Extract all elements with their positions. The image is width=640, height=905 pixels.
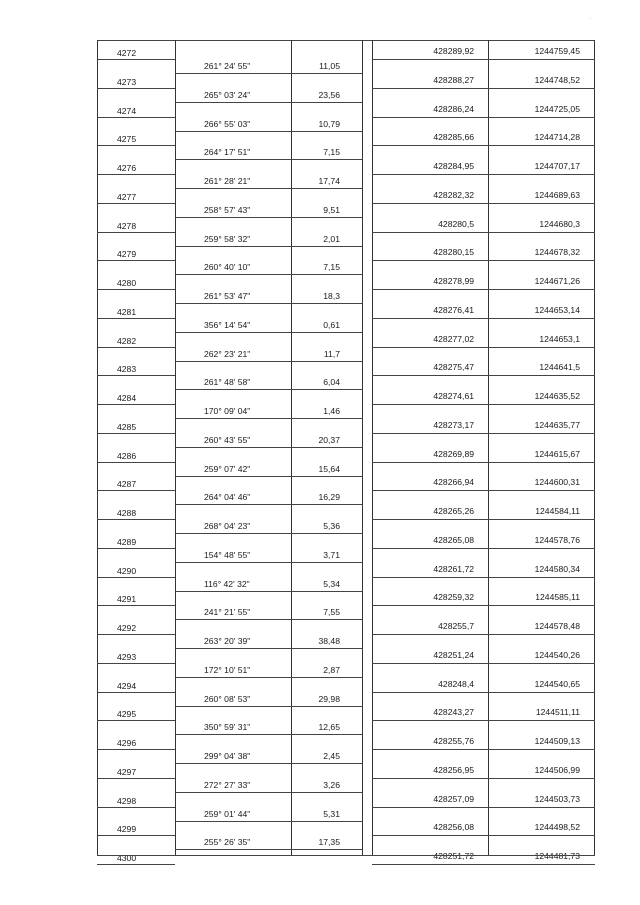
- row-rule: [372, 548, 595, 549]
- segment-distance: 15,64: [318, 463, 340, 474]
- point-y-coordinate: 1244725,05: [534, 103, 580, 114]
- point-id: 4298: [117, 795, 137, 806]
- segment-bearing: 255° 26' 35": [204, 837, 251, 848]
- segment-bearing: 259° 07' 42": [204, 463, 251, 474]
- segment-distance: 10,79: [318, 118, 340, 129]
- segment-distance: 38,48: [318, 636, 340, 646]
- point-y-coordinate: 1244540,26: [534, 649, 580, 660]
- point-y-coordinate: 1244653,1: [539, 333, 580, 344]
- point-x-coordinate: 428280,15: [433, 247, 474, 258]
- row-rule: [97, 548, 175, 549]
- segment-bearing: 299° 04' 38": [204, 751, 251, 761]
- segment-rule: [175, 389, 362, 390]
- row-rule: [372, 577, 595, 578]
- row-rule: [97, 145, 175, 146]
- point-id: 4296: [117, 738, 137, 748]
- point-id: 4284: [117, 393, 137, 403]
- table-bottom-rule: [97, 855, 595, 856]
- row-rule: [372, 404, 595, 405]
- row-rule: [372, 59, 595, 60]
- point-id: 4294: [117, 680, 137, 691]
- segment-distance: 20,37: [318, 434, 340, 445]
- point-y-coordinate: 1244503,73: [534, 793, 580, 804]
- row-rule: [97, 749, 175, 750]
- point-id: 4272: [117, 48, 137, 58]
- row-rule: [97, 778, 175, 779]
- column-rule: [594, 40, 595, 855]
- segment-distance: 7,15: [323, 262, 340, 273]
- segment-distance: 17,74: [318, 176, 340, 186]
- row-rule: [97, 318, 175, 319]
- segment-distance: 3,26: [323, 779, 340, 790]
- segment-bearing: 265° 03' 24": [204, 89, 251, 100]
- point-y-coordinate: 1244707,17: [534, 161, 580, 171]
- point-y-coordinate: 1244506,99: [534, 764, 580, 775]
- point-x-coordinate: 428256,08: [433, 822, 474, 833]
- row-rule: [372, 692, 595, 693]
- row-rule: [97, 835, 175, 836]
- row-rule: [372, 490, 595, 491]
- row-rule: [97, 59, 175, 60]
- point-id: 4274: [117, 105, 137, 116]
- point-y-coordinate: 1244671,26: [534, 276, 580, 286]
- point-x-coordinate: 428289,92: [433, 46, 474, 56]
- segment-bearing: 259° 01' 44": [204, 808, 251, 819]
- point-x-coordinate: 428274,61: [433, 391, 474, 401]
- point-x-coordinate: 428275,47: [433, 362, 474, 373]
- row-rule: [372, 605, 595, 606]
- row-rule: [372, 519, 595, 520]
- table-top-rule: [97, 40, 595, 41]
- segment-rule: [175, 131, 362, 132]
- point-y-coordinate: 1244635,77: [534, 419, 580, 430]
- row-rule: [372, 117, 595, 118]
- point-x-coordinate: 428259,32: [433, 592, 474, 603]
- row-rule: [372, 807, 595, 808]
- point-x-coordinate: 428251,72: [433, 851, 474, 861]
- row-rule: [372, 347, 595, 348]
- point-x-coordinate: 428280,5: [438, 218, 474, 229]
- segment-bearing: 261° 53' 47": [204, 291, 251, 301]
- row-rule: [97, 260, 175, 261]
- point-y-coordinate: 1244585,11: [535, 592, 580, 603]
- point-id: 4299: [117, 824, 137, 835]
- segment-bearing: 264° 04' 46": [204, 492, 251, 503]
- point-y-coordinate: 1244759,45: [534, 46, 580, 56]
- row-rule: [372, 318, 595, 319]
- row-rule: [97, 634, 175, 635]
- segment-bearing: 116° 42' 32": [204, 578, 250, 589]
- row-rule: [372, 260, 595, 261]
- segment-rule: [175, 217, 362, 218]
- segment-rule: [175, 562, 362, 563]
- point-id: 4285: [117, 421, 137, 432]
- segment-distance: 2,45: [323, 751, 340, 761]
- point-x-coordinate: 428282,32: [433, 189, 474, 200]
- point-y-coordinate: 1244714,28: [534, 132, 580, 143]
- point-y-coordinate: 1244615,67: [534, 448, 580, 459]
- point-id: 4280: [117, 278, 137, 288]
- segment-rule: [175, 504, 362, 505]
- segment-rule: [175, 332, 362, 333]
- segment-rule: [175, 418, 362, 419]
- row-rule: [372, 720, 595, 721]
- column-rule: [97, 40, 98, 855]
- point-y-coordinate: 1244680,3: [539, 218, 580, 229]
- segment-rule: [175, 677, 362, 678]
- segment-distance: 7,15: [323, 147, 340, 158]
- segment-rule: [175, 246, 362, 247]
- point-id: 4275: [117, 134, 137, 145]
- point-id: 4279: [117, 249, 137, 260]
- row-rule: [372, 375, 595, 376]
- row-rule: [372, 462, 595, 463]
- point-id: 4288: [117, 508, 137, 518]
- point-x-coordinate: 428286,24: [433, 103, 474, 114]
- point-x-coordinate: 428269,89: [433, 448, 474, 459]
- point-id: 4287: [117, 479, 137, 490]
- point-x-coordinate: 428255,76: [433, 736, 474, 746]
- segment-distance: 1,46: [323, 406, 340, 416]
- segment-distance: 5,34: [323, 578, 340, 589]
- row-rule: [97, 117, 175, 118]
- point-x-coordinate: 428265,26: [433, 506, 474, 516]
- point-id: 4282: [117, 335, 137, 346]
- segment-rule: [175, 763, 362, 764]
- segment-bearing: 170° 09' 04": [204, 406, 251, 416]
- segment-rule: [175, 274, 362, 275]
- row-rule: [372, 145, 595, 146]
- row-rule: [372, 203, 595, 204]
- segment-bearing: 350° 59' 31": [204, 722, 251, 733]
- point-x-coordinate: 428277,02: [433, 333, 474, 344]
- point-id: 4278: [117, 220, 137, 231]
- segment-rule: [175, 734, 362, 735]
- segment-rule: [175, 361, 362, 362]
- segment-bearing: 261° 48' 58": [204, 377, 251, 388]
- segment-bearing: 172° 10' 51": [204, 664, 251, 675]
- point-x-coordinate: 428278,99: [433, 276, 474, 286]
- point-y-coordinate: 1244511,11: [535, 707, 580, 718]
- segment-distance: 5,31: [323, 808, 340, 819]
- segment-bearing: 154° 48' 55": [204, 549, 251, 560]
- segment-rule: [175, 159, 362, 160]
- point-x-coordinate: 428255,7: [438, 621, 474, 631]
- segment-bearing: 261° 24' 55": [204, 61, 251, 71]
- segment-distance: 5,36: [323, 521, 340, 531]
- segment-distance: 17,35: [318, 837, 340, 848]
- segment-distance: 7,55: [323, 607, 340, 618]
- point-x-coordinate: 428251,24: [433, 649, 474, 660]
- segment-distance: 18,3: [323, 291, 340, 301]
- point-y-coordinate: 1244748,52: [534, 74, 580, 85]
- point-y-coordinate: 1244689,63: [534, 189, 580, 200]
- segment-bearing: 258° 57' 43": [204, 204, 251, 215]
- segment-bearing: 272° 27' 33": [204, 779, 251, 790]
- row-rule: [97, 692, 175, 693]
- row-rule: [97, 519, 175, 520]
- segment-bearing: 266° 55' 03": [204, 118, 251, 129]
- point-id: 4292: [117, 623, 137, 633]
- row-rule: [372, 864, 595, 865]
- row-rule: [97, 203, 175, 204]
- row-rule: [372, 835, 595, 836]
- point-x-coordinate: 428265,08: [433, 534, 474, 545]
- point-id: 4277: [117, 191, 137, 202]
- point-x-coordinate: 428284,95: [433, 161, 474, 171]
- point-id: 4297: [117, 766, 137, 777]
- segment-rule: [175, 706, 362, 707]
- segment-bearing: 261° 28' 21": [204, 176, 251, 186]
- point-y-coordinate: 1244509,13: [534, 736, 580, 746]
- point-x-coordinate: 428261,72: [433, 563, 474, 574]
- row-rule: [372, 174, 595, 175]
- row-rule: [372, 289, 595, 290]
- segment-bearing: 241° 21' 55": [204, 607, 251, 618]
- point-x-coordinate: 428273,17: [433, 419, 474, 430]
- point-id: 4291: [117, 594, 137, 605]
- row-rule: [97, 174, 175, 175]
- point-y-coordinate: 1244498,52: [534, 822, 580, 833]
- segment-rule: [175, 533, 362, 534]
- segment-bearing: 259° 58' 32": [204, 233, 251, 244]
- row-rule: [97, 864, 175, 865]
- segment-distance: 16,29: [318, 492, 340, 503]
- point-y-coordinate: 1244481,73: [534, 851, 580, 861]
- segment-distance: 29,98: [318, 693, 340, 704]
- point-x-coordinate: 428256,95: [433, 764, 474, 775]
- segment-rule: [175, 821, 362, 822]
- point-x-coordinate: 428243,27: [433, 707, 474, 718]
- point-id: 4293: [117, 651, 137, 662]
- segment-bearing: 264° 17' 51": [204, 147, 251, 158]
- row-rule: [97, 88, 175, 89]
- point-id: 4295: [117, 709, 137, 720]
- segment-bearing: 260° 40' 10": [204, 262, 251, 273]
- point-y-coordinate: 1244635,52: [534, 391, 580, 401]
- row-rule: [372, 634, 595, 635]
- segment-bearing: 260° 43' 55": [204, 434, 251, 445]
- point-y-coordinate: 1244584,11: [535, 506, 580, 516]
- row-rule: [97, 663, 175, 664]
- row-rule: [97, 605, 175, 606]
- column-rule: [488, 40, 489, 855]
- row-rule: [372, 663, 595, 664]
- row-rule: [97, 404, 175, 405]
- segment-distance: 9,51: [323, 204, 340, 215]
- segment-rule: [175, 591, 362, 592]
- segment-distance: 3,71: [323, 549, 340, 560]
- point-x-coordinate: 428288,27: [433, 74, 474, 85]
- segment-rule: [175, 188, 362, 189]
- segment-bearing: 356° 14' 54": [204, 319, 251, 330]
- row-rule: [97, 433, 175, 434]
- point-x-coordinate: 428266,94: [433, 477, 474, 488]
- row-rule: [97, 462, 175, 463]
- scan-corner-mark: ·: [589, 16, 591, 22]
- segment-rule: [175, 476, 362, 477]
- segment-bearing: 268° 04' 23": [204, 521, 251, 531]
- segment-rule: [175, 648, 362, 649]
- point-id: 4273: [117, 76, 137, 87]
- segment-distance: 11,05: [319, 61, 340, 71]
- row-rule: [372, 433, 595, 434]
- point-id: 4290: [117, 565, 137, 576]
- point-y-coordinate: 1244580,34: [534, 563, 580, 574]
- segment-bearing: 260° 08' 53": [204, 693, 251, 704]
- point-id: 4283: [117, 364, 137, 375]
- segment-distance: 0,61: [323, 319, 340, 330]
- row-rule: [372, 88, 595, 89]
- point-id: 4276: [117, 163, 137, 173]
- segment-rule: [175, 619, 362, 620]
- point-y-coordinate: 1244678,32: [534, 247, 580, 258]
- point-x-coordinate: 428276,41: [433, 304, 474, 315]
- point-id: 4281: [117, 306, 137, 317]
- segment-distance: 23,56: [318, 89, 340, 100]
- segment-bearing: 263° 20' 39": [204, 636, 251, 646]
- row-rule: [97, 720, 175, 721]
- row-rule: [97, 289, 175, 290]
- row-rule: [97, 577, 175, 578]
- point-x-coordinate: 428257,09: [433, 793, 474, 804]
- point-x-coordinate: 428285,66: [433, 132, 474, 143]
- column-rule: [372, 40, 373, 855]
- segment-rule: [175, 792, 362, 793]
- segment-rule: [175, 303, 362, 304]
- segment-rule: [175, 73, 362, 74]
- segment-distance: 6,04: [323, 377, 340, 388]
- point-y-coordinate: 1244578,48: [534, 621, 580, 631]
- point-id: 4286: [117, 450, 137, 461]
- column-rule: [362, 40, 363, 855]
- segment-distance: 11,7: [323, 348, 340, 359]
- row-rule: [97, 490, 175, 491]
- segment-distance: 2,01: [323, 233, 340, 244]
- segment-rule: [175, 102, 362, 103]
- row-rule: [97, 807, 175, 808]
- point-y-coordinate: 1244540,65: [534, 678, 580, 689]
- segment-distance: 12,65: [318, 722, 340, 733]
- point-y-coordinate: 1244600,31: [534, 477, 580, 488]
- point-y-coordinate: 1244653,14: [534, 304, 580, 315]
- point-y-coordinate: 1244641,5: [539, 362, 580, 373]
- segment-distance: 2,87: [323, 664, 340, 675]
- segment-rule: [175, 849, 362, 850]
- point-x-coordinate: 428248,4: [438, 678, 474, 689]
- point-id: 4300: [117, 853, 137, 863]
- point-y-coordinate: 1244578,76: [534, 534, 580, 545]
- segment-bearing: 262° 23' 21": [204, 348, 251, 359]
- point-id: 4289: [117, 536, 137, 547]
- row-rule: [372, 232, 595, 233]
- row-rule: [97, 232, 175, 233]
- row-rule: [97, 347, 175, 348]
- row-rule: [97, 375, 175, 376]
- row-rule: [372, 778, 595, 779]
- segment-rule: [175, 447, 362, 448]
- row-rule: [372, 749, 595, 750]
